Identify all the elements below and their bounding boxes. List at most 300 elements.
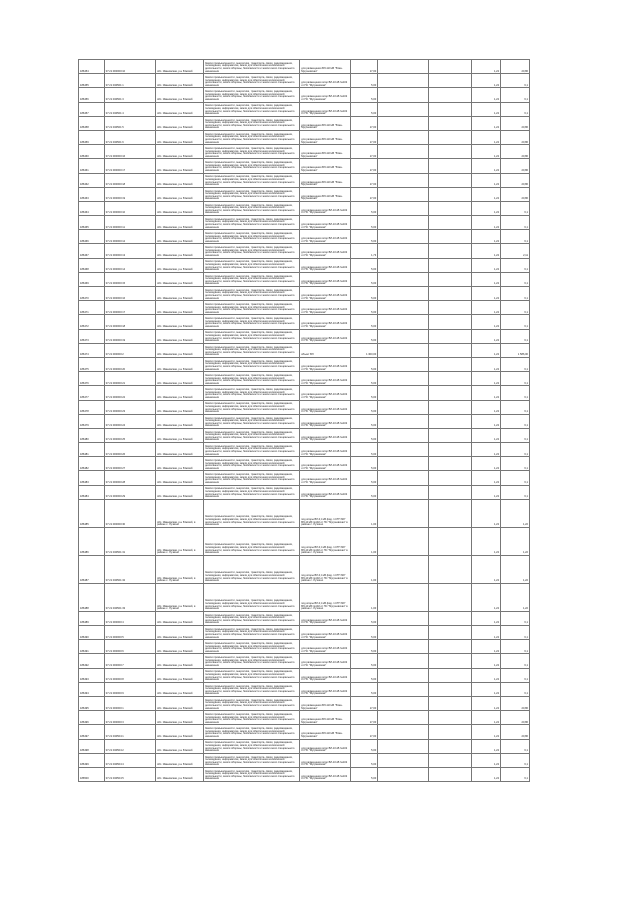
cadastral-number-cell: 37:21:000000:8 [104, 668, 155, 682]
land-category-cell: Земли промышленности, энергетики, транспорта, связи, радиовещания, телевидения, информатики, земли для обеспечения космической деятельности, земли обороны, безопасности и земли иного специального назначения [204, 145, 300, 159]
table-row [79, 753, 530, 767]
permitted-use-cell: для размещения ВЛ-110 кВ "Южа-Мугреевская" [300, 145, 351, 159]
address-cell: обл. Ивановская, р-н Южский [155, 611, 203, 625]
empty-cell [429, 682, 472, 696]
table-row [79, 74, 530, 88]
amount-cell: 20,86 [501, 725, 530, 739]
amount-cell: 6,1 [501, 102, 530, 116]
empty-cell [429, 315, 472, 329]
cadastral-number-cell: 37:21:000000:18 [104, 173, 155, 187]
row-id-cell: 186495 [79, 696, 105, 710]
empty-cell [378, 767, 429, 781]
address-cell: обл. Ивановская, р-н Южский [155, 329, 203, 343]
land-category-cell: Земли промышленности, энергетики, транспорта, связи, радиовещания, телевидения, информатики, земли для обеспечения космической деятельности, земли обороны, безопасности и земли иного специального назначения [204, 329, 300, 343]
cadastral-number-cell: 37:21:000000:22 [104, 386, 155, 400]
empty-cell [378, 711, 429, 725]
table-row [79, 668, 530, 682]
table-row [79, 201, 530, 215]
land-category-cell: Земли промышленности, энергетики, транспорта, связи, радиовещания, телевидения, информатики, земли для обеспечения космической деятельности, земли обороны, безопасности и земли иного специального назначения [204, 471, 300, 485]
empty-cell [429, 668, 472, 682]
empty-cell [378, 626, 429, 640]
cadastral-number-cell: 37:21:040501:3 [104, 88, 155, 102]
land-category-cell: Земли промышленности, энергетики, транспорта, связи, радиовещания, телевидения, информатики, земли для обеспечения космической деятельности, земли обороны, безопасности и земли иного специального назначения [204, 372, 300, 386]
permitted-use-cell: для размещения опор ВЛ-10 кВ №102 от ПС "Мугреевская" [300, 88, 351, 102]
rate-cell: 1,22 [472, 753, 501, 767]
empty-cell [429, 301, 472, 315]
empty-cell [378, 187, 429, 201]
empty-cell [429, 711, 472, 725]
amount-cell: 1,22 [501, 555, 530, 583]
row-id-cell: 186492 [79, 654, 105, 668]
land-plots-table [78, 59, 530, 782]
address-cell: обл. Ивановская, р-н Южский [155, 372, 203, 386]
area-cell: 1,00 [351, 499, 378, 527]
cadastral-number-cell: 37:21:000000:16 [104, 287, 155, 301]
rate-cell: 1,22 [472, 201, 501, 215]
rate-cell: 1,22 [472, 74, 501, 88]
permitted-use-cell: для размещения опор ВЛ-10 кВ №102 от ПС "Мугреевская" [300, 201, 351, 215]
amount-cell: 6,1 [501, 485, 530, 499]
table-row [79, 640, 530, 654]
address-cell: обл. Ивановская, р-н Южский [155, 159, 203, 173]
area-cell: 5,00 [351, 640, 378, 654]
permitted-use-cell: для размещения опор ВЛ-10 кВ №102 от ПС "Мугреевская" [300, 216, 351, 230]
amount-cell: 1 586,00 [501, 343, 530, 357]
cadastral-number-cell: 37:21:040501:4 [104, 102, 155, 116]
empty-cell [429, 485, 472, 499]
land-category-cell: Земли промышленности, энергетики, транспорта, связи, радиовещания, телевидения, информатики, земли для обеспечения космической деятельности, земли обороны, безопасности и земли иного специального назначения [204, 668, 300, 682]
area-cell: 5,00 [351, 315, 378, 329]
permitted-use-cell: для размещения опор ВЛ-10 кВ №102 от ПС "Мугреевская" [300, 372, 351, 386]
land-category-cell: Земли промышленности, энергетики, транспорта, связи, радиовещания, телевидения, информатики, земли для обеспечения космической деятельности, земли обороны, безопасности и земли иного специального назначения [204, 400, 300, 414]
area-cell: 5,00 [351, 74, 378, 88]
empty-cell [429, 216, 472, 230]
empty-cell [429, 583, 472, 611]
rate-cell: 1,22 [472, 116, 501, 130]
row-id-cell: 186494 [79, 682, 105, 696]
area-cell: 5,00 [351, 626, 378, 640]
land-category-cell: Земли промышленности, энергетики, транспорта, связи, радиовещания, телевидения, информатики, земли для обеспечения космической деятельности, земли обороны, безопасности и земли иного специального назначения [204, 287, 300, 301]
amount-cell: 20,86 [501, 696, 530, 710]
row-id-cell: 186499 [79, 753, 105, 767]
rate-cell: 1,22 [472, 329, 501, 343]
land-category-cell: Земли промышленности, энергетики, транспорта, связи, радиовещания, телевидения, информатики, земли для обеспечения космической деятельности, земли обороны, безопасности и земли иного специального назначения [204, 611, 300, 625]
table-row [79, 400, 530, 414]
address-cell: обл. Ивановская, р-н Южский [155, 287, 203, 301]
cadastral-number-cell: 37:21:000000:27 [104, 457, 155, 471]
empty-cell [429, 400, 472, 414]
rate-cell: 1,22 [472, 301, 501, 315]
rate-cell: 1,22 [472, 244, 501, 258]
area-cell: 1,00 [351, 583, 378, 611]
permitted-use-cell: для размещения опор ВЛ-10 кВ №102 от ПС "Мугреевская" [300, 272, 351, 286]
cadastral-number-cell: 37:21:000000:17 [104, 301, 155, 315]
cadastral-number-cell: 37:21:000000:7 [104, 654, 155, 668]
row-id-cell: 186455 [79, 74, 105, 88]
table-row [79, 329, 530, 343]
table-row [79, 187, 530, 201]
row-id-cell: 186489 [79, 611, 105, 625]
land-category-cell: Земли промышленности, энергетики, транспорта, связи, радиовещания, телевидения, информатики, земли для обеспечения космической деятельности, земли обороны, безопасности и земли иного специального назначения [204, 527, 300, 555]
address-cell: обл. Ивановская, р-н Южский [155, 753, 203, 767]
area-cell: 5,00 [351, 485, 378, 499]
land-category-cell: Земли промышленности, энергетики, транспорта, связи, радиовещания, телевидения, информатики, земли для обеспечения космической деятельности, земли обороны, безопасности и земли иного специального назначения [204, 725, 300, 739]
cadastral-number-cell: 37:21:000000:1 [104, 696, 155, 710]
cadastral-number-cell: 37:21:000000:30 [104, 499, 155, 527]
amount-cell: 6,1 [501, 753, 530, 767]
amount-cell: 6,1 [501, 668, 530, 682]
address-cell: обл. Ивановская, р-н Южский [155, 668, 203, 682]
empty-cell [429, 244, 472, 258]
address-cell: обл. Ивановская, р-н Южский [155, 443, 203, 457]
area-cell: 5,00 [351, 471, 378, 485]
empty-cell [429, 457, 472, 471]
empty-cell [429, 372, 472, 386]
amount-cell: 20,86 [501, 145, 530, 159]
area-cell: 5,00 [351, 201, 378, 215]
permitted-use-cell: объект ВЛ [300, 343, 351, 357]
empty-cell [429, 428, 472, 442]
empty-cell [429, 130, 472, 144]
row-id-cell: 186479 [79, 414, 105, 428]
row-id-cell: 186466 [79, 230, 105, 244]
row-id-cell: 186461 [79, 159, 105, 173]
rate-cell: 1,22 [472, 555, 501, 583]
land-category-cell: Земли промышленности, энергетики, транспорта, связи, радиовещания, телевидения, информатики, земли для обеспечения космической деятельности, земли обороны, безопасности и земли иного специального назначения [204, 116, 300, 130]
empty-cell [378, 88, 429, 102]
rate-cell: 1,22 [472, 287, 501, 301]
amount-cell: 20,86 [501, 130, 530, 144]
area-cell: 17,00 [351, 60, 378, 74]
table-row [79, 60, 530, 74]
amount-cell: 6,1 [501, 287, 530, 301]
land-category-cell: Земли промышленности, энергетики, транспорта, связи, радиовещания, телевидения, информатики, земли для обеспечения космической деятельности, земли обороны, безопасности и земли иного специального назначения [204, 173, 300, 187]
permitted-use-cell: для размещения опор ВЛ-10 кВ №102 от ПС "Мугреевская" [300, 400, 351, 414]
row-id-cell: 186500 [79, 767, 105, 781]
amount-cell: 6,1 [501, 88, 530, 102]
area-cell: 5,00 [351, 272, 378, 286]
empty-cell [429, 753, 472, 767]
empty-cell [378, 74, 429, 88]
area-cell: 17,00 [351, 173, 378, 187]
permitted-use-cell: под опоры ВЛ-0,4 кВ фид. 1 КТП 667 ВЛ-10 кВ №102 от ПС "Мугреевская" в районе с. Лучкино [300, 527, 351, 555]
area-cell: 5,00 [351, 443, 378, 457]
address-cell: обл. Ивановская, р-н Южский [155, 145, 203, 159]
amount-cell: 6,1 [501, 682, 530, 696]
land-category-cell: Земли промышленности, энергетики, транспорта, связи, радиовещания, телевидения, информатики, земли для обеспечения космической деятельности, земли обороны, безопасности и земли иного специального назначения [204, 230, 300, 244]
permitted-use-cell: для размещения опор ВЛ-10 кВ №102 от ПС "Мугреевская" [300, 301, 351, 315]
rate-cell: 1,22 [472, 130, 501, 144]
row-id-cell: 186478 [79, 400, 105, 414]
cadastral-number-cell: 37:21:000000:19 [104, 329, 155, 343]
empty-cell [429, 258, 472, 272]
rate-cell: 1,22 [472, 640, 501, 654]
permitted-use-cell: для размещения опор ВЛ-10 кВ №102 от ПС "Мугреевская" [300, 485, 351, 499]
row-id-cell: 186458 [79, 116, 105, 130]
row-id-cell: 186484 [79, 485, 105, 499]
rate-cell: 1,22 [472, 343, 501, 357]
address-cell: обл. Ивановская, р-н Южский [155, 485, 203, 499]
amount-cell: 6,1 [501, 611, 530, 625]
address-cell: обл. Ивановская, р-н Южский [155, 301, 203, 315]
area-cell: 5,00 [351, 753, 378, 767]
amount-cell: 20,86 [501, 116, 530, 130]
table-row [79, 682, 530, 696]
rate-cell: 1,22 [472, 611, 501, 625]
permitted-use-cell: для размещения опор ВЛ-10 кВ №102 от ПС "Мугреевская" [300, 428, 351, 442]
table-row [79, 357, 530, 371]
row-id-cell: 186456 [79, 88, 105, 102]
land-category-cell: Земли промышленности, энергетики, транспорта, связи, радиовещания, телевидения, информатики, земли для обеспечения космической деятельности, земли обороны, безопасности и земли иного специального назначения [204, 711, 300, 725]
area-cell: 1,00 [351, 527, 378, 555]
permitted-use-cell: для размещения ВЛ-110 кВ "Южа-Мугреевская" [300, 159, 351, 173]
area-cell: 5,00 [351, 400, 378, 414]
table-row [79, 301, 530, 315]
row-id-cell: 186457 [79, 102, 105, 116]
table-row [79, 315, 530, 329]
amount-cell: 1,22 [501, 527, 530, 555]
cadastral-number-cell: 37:21:000000:14 [104, 258, 155, 272]
empty-cell [429, 159, 472, 173]
address-cell: обл. Ивановская, р-н Южский [155, 428, 203, 442]
row-id-cell: 186471 [79, 301, 105, 315]
land-category-cell: Земли промышленности, энергетики, транспорта, связи, радиовещания, телевидения, информатики, земли для обеспечения космической деятельности, земли обороны, безопасности и земли иного специального назначения [204, 583, 300, 611]
cadastral-number-cell: 37:21:040501:6 [104, 130, 155, 144]
row-id-cell: 186469 [79, 272, 105, 286]
land-category-cell: Земли промышленности, энергетики, транспорта, связи, радиовещания, телевидения, информатики, земли для обеспечения космической деятельности, земли обороны, безопасности и земли иного специального назначения [204, 739, 300, 753]
empty-cell [378, 457, 429, 471]
rate-cell: 1,22 [472, 725, 501, 739]
amount-cell: 6,1 [501, 400, 530, 414]
permitted-use-cell: под опоры ВЛ-0,4 кВ фид. 1 КТП 667 ВЛ-10 кВ №102 от ПС "Мугреевская" в районе с. Лучкино [300, 583, 351, 611]
rate-cell: 1,22 [472, 102, 501, 116]
empty-cell [378, 400, 429, 414]
cadastral-number-cell: 37:21:000000:20 [104, 357, 155, 371]
empty-cell [378, 682, 429, 696]
rate-cell: 1,22 [472, 258, 501, 272]
row-id-cell: 186474 [79, 343, 105, 357]
land-category-cell: Земли промышленности, энергетики, транспорта, связи, радиовещания, телевидения, информатики, земли для обеспечения космической деятельности, земли обороны, безопасности и земли иного специального назначения [204, 640, 300, 654]
area-cell: 5,00 [351, 414, 378, 428]
permitted-use-cell: для размещения опор ВЛ-10 кВ №102 от ПС "Мугреевская" [300, 611, 351, 625]
row-id-cell: 186483 [79, 471, 105, 485]
permitted-use-cell: для размещения опор ВЛ-10 кВ №102 от ПС "Мугреевская" [300, 739, 351, 753]
amount-cell: 6,1 [501, 626, 530, 640]
cadastral-number-cell: 37:21:000000:10 [104, 201, 155, 215]
empty-cell [378, 428, 429, 442]
row-id-cell: 186454 [79, 60, 105, 74]
empty-cell [378, 216, 429, 230]
cadastral-number-cell: 37:21:040501:33 [104, 583, 155, 611]
address-cell: обл. Ивановская, р-н Южский [155, 696, 203, 710]
permitted-use-cell: для размещения опор ВЛ-10 кВ №102 от ПС "Мугреевская" [300, 244, 351, 258]
empty-cell [378, 640, 429, 654]
address-cell: обл. Ивановская, р-н Южский [155, 626, 203, 640]
empty-cell [378, 357, 429, 371]
empty-cell [429, 329, 472, 343]
rate-cell: 1,22 [472, 187, 501, 201]
empty-cell [429, 611, 472, 625]
area-cell: 17,00 [351, 187, 378, 201]
empty-cell [429, 414, 472, 428]
amount-cell: 6,1 [501, 386, 530, 400]
rate-cell: 1,22 [472, 583, 501, 611]
land-category-cell: Земли промышленности, энергетики, транспорта, связи, радиовещания, телевидения, информатики, земли для обеспечения космической деятельности, земли обороны, безопасности и земли иного специального назначения [204, 443, 300, 457]
address-cell: обл. Ивановская, р-н Южский [155, 244, 203, 258]
address-cell: обл. Ивановская, р-н Южский [155, 116, 203, 130]
land-category-cell: Земли промышленности, энергетики, транспорта, связи, радиовещания, телевидения, информатики, земли для обеспечения космической деятельности, земли обороны, безопасности и земли иного специального назначения [204, 357, 300, 371]
area-cell: 17,00 [351, 145, 378, 159]
rate-cell: 1,22 [472, 443, 501, 457]
table-row [79, 88, 530, 102]
address-cell: обл. Ивановская, р-н Южский [155, 682, 203, 696]
permitted-use-cell: для размещения ВЛ-110 кВ "Южа-Мугреевская" [300, 130, 351, 144]
row-id-cell: 186476 [79, 372, 105, 386]
row-id-cell: 186480 [79, 428, 105, 442]
table-row [79, 230, 530, 244]
amount-cell: 20,86 [501, 711, 530, 725]
amount-cell: 6,1 [501, 471, 530, 485]
table-row [79, 611, 530, 625]
permitted-use-cell: для размещения опор ВЛ-10 кВ №102 от ПС "Мугреевская" [300, 74, 351, 88]
rate-cell: 1,22 [472, 499, 501, 527]
area-cell: 5,00 [351, 654, 378, 668]
permitted-use-cell: для размещения опор ВЛ-10 кВ №102 от ПС "Мугреевская" [300, 640, 351, 654]
empty-cell [378, 130, 429, 144]
permitted-use-cell: для размещения опор ВЛ-10 кВ №102 от ПС "Мугреевская" [300, 654, 351, 668]
rate-cell: 1,22 [472, 527, 501, 555]
empty-cell [429, 696, 472, 710]
permitted-use-cell: для размещения опор ВЛ-10 кВ №102 от ПС "Мугреевская" [300, 357, 351, 371]
table-row [79, 343, 530, 357]
table-row [79, 386, 530, 400]
empty-cell [378, 443, 429, 457]
empty-cell [378, 201, 429, 215]
area-cell: 5,00 [351, 230, 378, 244]
address-cell: обл. Ивановская, р-н Южский [155, 725, 203, 739]
cadastral-number-cell: 37:21:000000:17 [104, 159, 155, 173]
land-category-cell: Земли промышленности, энергетики, транспорта, связи, радиовещания, телевидения, информатики, земли для обеспечения космической деятельности, земли обороны, безопасности и земли иного специального назначения [204, 767, 300, 781]
address-cell: обл. Ивановская, р-н Южский, в районе с. Лучкино [155, 555, 203, 583]
land-category-cell: Земли промышленности, энергетики, транспорта, связи, радиовещания, телевидения, информатики, земли для обеспечения космической деятельности, земли обороны, безопасности и земли иного специального назначения [204, 696, 300, 710]
cadastral-number-cell: 37:21:040501:32 [104, 555, 155, 583]
permitted-use-cell: для размещения опор ВЛ-10 кВ №102 от ПС "Мугреевская" [300, 386, 351, 400]
address-cell: обл. Ивановская, р-н Южский [155, 400, 203, 414]
empty-cell [378, 471, 429, 485]
row-id-cell: 186485 [79, 499, 105, 527]
land-category-cell: Земли промышленности, энергетики, транспорта, связи, радиовещания, телевидения, информатики, земли для обеспечения космической деятельности, земли обороны, безопасности и земли иного специального назначения [204, 485, 300, 499]
row-id-cell: 186482 [79, 457, 105, 471]
empty-cell [378, 230, 429, 244]
address-cell: обл. Ивановская, р-н Южский [155, 414, 203, 428]
permitted-use-cell: для размещения опор ВЛ-10 кВ №102 от ПС "Мугреевская" [300, 668, 351, 682]
permitted-use-cell: для размещения опор ВЛ-10 кВ №102 от ПС "Мугреевская" [300, 682, 351, 696]
cadastral-number-cell: 37:21:040504:1 [104, 725, 155, 739]
empty-cell [378, 611, 429, 625]
empty-cell [378, 654, 429, 668]
table-row [79, 739, 530, 753]
cadastral-number-cell: 37:21:000000:13 [104, 244, 155, 258]
address-cell: обл. Ивановская, р-н Южский [155, 173, 203, 187]
area-cell: 17,00 [351, 116, 378, 130]
address-cell: обл. Ивановская, р-н Южский [155, 767, 203, 781]
address-cell: обл. Ивановская, р-н Южский [155, 74, 203, 88]
address-cell: обл. Ивановская, р-н Южский [155, 230, 203, 244]
table-row [79, 696, 530, 710]
cadastral-number-cell: 37:21:000000:11 [104, 216, 155, 230]
address-cell: обл. Ивановская, р-н Южский [155, 315, 203, 329]
amount-cell: 6,1 [501, 372, 530, 386]
amount-cell: 20,86 [501, 159, 530, 173]
permitted-use-cell: для размещения опор ВЛ-10 кВ №102 от ПС "Мугреевская" [300, 626, 351, 640]
rate-cell: 1,22 [472, 696, 501, 710]
land-category-cell: Земли промышленности, энергетики, транспорта, связи, радиовещания, телевидения, информатики, земли для обеспечения космической деятельности, земли обороны, безопасности и земли иного специального назначения [204, 187, 300, 201]
row-id-cell: 186486 [79, 527, 105, 555]
table-row [79, 725, 530, 739]
cadastral-number-cell: 37:21:040501:31 [104, 527, 155, 555]
address-cell: обл. Ивановская, р-н Южский [155, 258, 203, 272]
table-row [79, 173, 530, 187]
empty-cell [378, 329, 429, 343]
empty-cell [429, 739, 472, 753]
rate-cell: 1,22 [472, 230, 501, 244]
rate-cell: 1,22 [472, 457, 501, 471]
address-cell: обл. Ивановская, р-н Южский [155, 654, 203, 668]
area-cell: 17,00 [351, 130, 378, 144]
address-cell: обл. Ивановская, р-н Южский [155, 102, 203, 116]
area-cell: 5,00 [351, 88, 378, 102]
address-cell: обл. Ивановская, р-н Южский [155, 739, 203, 753]
empty-cell [429, 443, 472, 457]
area-cell: 5,00 [351, 739, 378, 753]
table-row [79, 130, 530, 144]
land-category-cell: Земли промышленности, энергетики, транспорта, связи, радиовещания, телевидения, информатики, земли для обеспечения космической деятельности, земли обороны, безопасности и земли иного специального назначения [204, 682, 300, 696]
cadastral-number-cell: 37:21:000000:10 [104, 60, 155, 74]
table-row [79, 654, 530, 668]
amount-cell: 6,1 [501, 230, 530, 244]
address-cell: обл. Ивановская, р-н Южский [155, 386, 203, 400]
empty-cell [378, 555, 429, 583]
rate-cell: 1,22 [472, 216, 501, 230]
empty-cell [378, 159, 429, 173]
area-cell: 1,73 [351, 244, 378, 258]
area-cell: 5,00 [351, 767, 378, 781]
area-cell: 5,00 [351, 386, 378, 400]
address-cell: обл. Ивановская, р-н Южский [155, 640, 203, 654]
row-id-cell: 186464 [79, 201, 105, 215]
permitted-use-cell: под опоры ВЛ-0,4 кВ фид. 1 КТП 667 ВЛ-10 кВ №102 от ПС "Мугреевская" в районе с. Лучкино [300, 555, 351, 583]
cadastral-number-cell: 37:21:040501:5 [104, 116, 155, 130]
table-row [79, 244, 530, 258]
cadastral-number-cell: 37:21:000000:19 [104, 187, 155, 201]
rate-cell: 1,22 [472, 767, 501, 781]
row-id-cell: 186459 [79, 130, 105, 144]
permitted-use-cell: для размещения ВЛ-110 кВ "Южа-Мугреевская" [300, 711, 351, 725]
cadastral-number-cell: 37:21:000000:28 [104, 471, 155, 485]
cadastral-number-cell: 37:21:000000:12 [104, 230, 155, 244]
empty-cell [378, 739, 429, 753]
empty-cell [429, 499, 472, 527]
row-id-cell: 186490 [79, 626, 105, 640]
row-id-cell: 186465 [79, 216, 105, 230]
amount-cell: 6,1 [501, 739, 530, 753]
row-id-cell: 186493 [79, 668, 105, 682]
area-cell: 17,00 [351, 711, 378, 725]
land-category-cell: Земли промышленности, энергетики, транспорта, связи, радиовещания, телевидения, информатики, земли для обеспечения космической деятельности, земли обороны, безопасности и земли иного специального назначения [204, 343, 300, 357]
empty-cell [378, 116, 429, 130]
area-cell: 17,00 [351, 696, 378, 710]
cadastral-number-cell: 37:21:000000:23 [104, 400, 155, 414]
